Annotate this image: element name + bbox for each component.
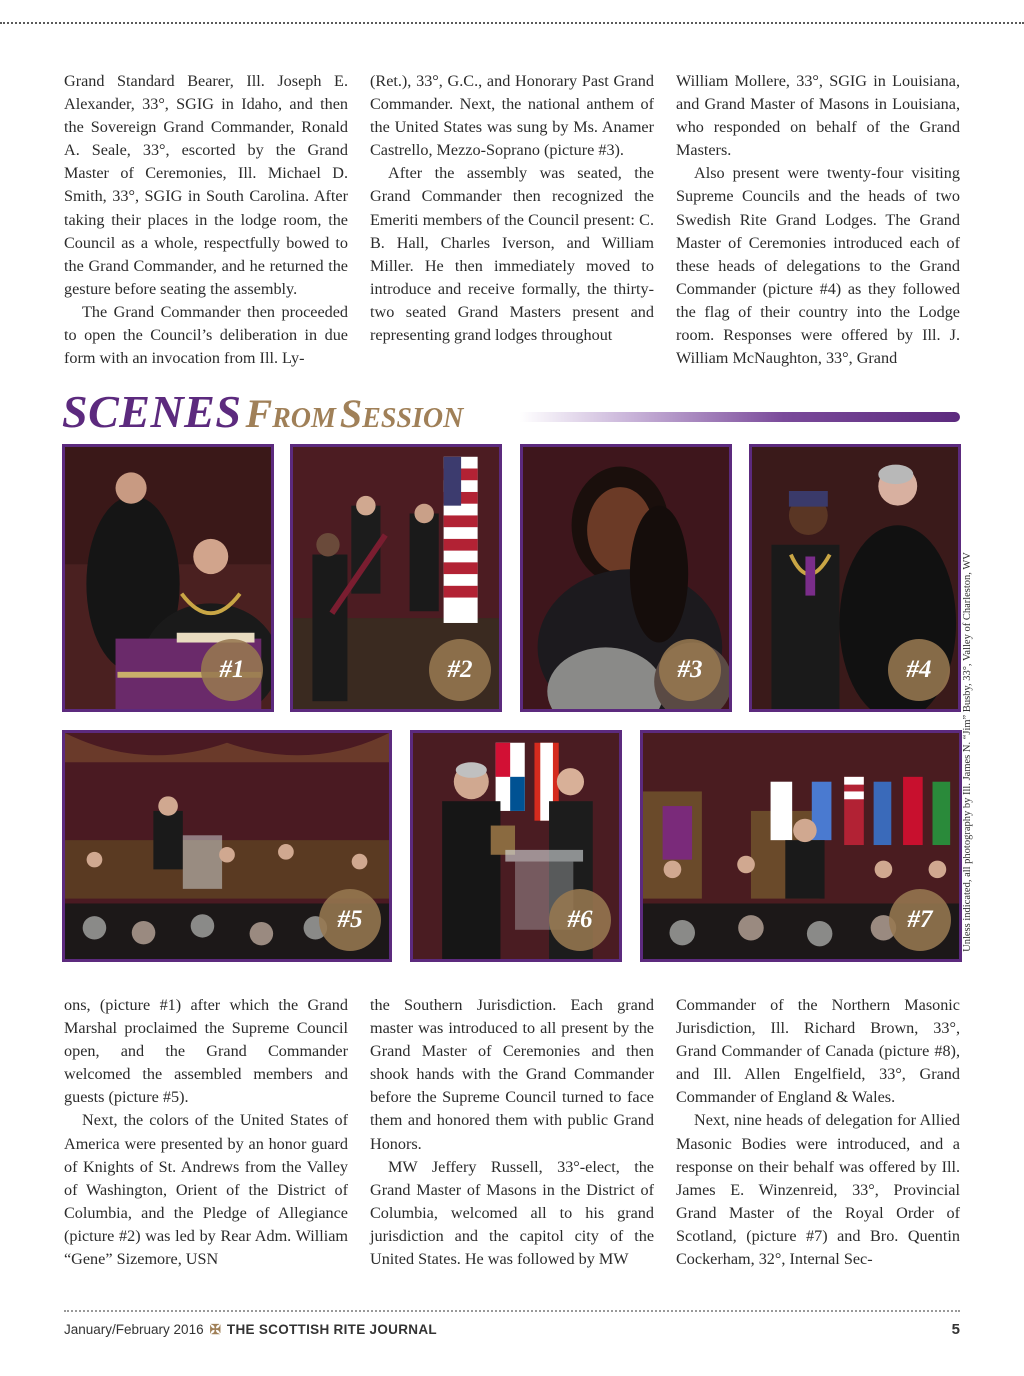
article-column-top-2 xyxy=(370,70,654,347)
paragraph: William Mollere, 33°, SGIG in Louisiana, and Grand Master of Masons in Louisiana, who responded on behalf of the Grand Masters. xyxy=(676,72,960,160)
footer-issue-line xyxy=(64,1322,437,1338)
article-column-top-3 xyxy=(676,70,960,370)
paragraph: Also present were twenty-four visiting Supreme Councils and the heads of two Swedish Rite Grand Lodges. The Grand Master of Ceremonies introduced each of these heads of delegations to the Grand Commander (picture #4) as they followed the flag of their country into the Lodge room. Responses were offered by Ill. J. William McNaughton, 33°, Grand xyxy=(676,164,960,368)
photo-5[interactable] xyxy=(62,730,392,962)
photo-1[interactable] xyxy=(62,444,274,712)
section-title xyxy=(62,384,463,440)
article-column-top-1 xyxy=(64,70,348,370)
photo-6[interactable] xyxy=(410,730,622,962)
paragraph: Commander of the Northern Masonic Jurisdiction, Ill. Richard Brown, 33°, Grand Commander of Canada (picture #8), and Ill. Allen Engelfield, 33°, Grand Commander of England & Wales. xyxy=(676,996,960,1107)
page-footer xyxy=(64,1322,960,1342)
photo-4[interactable] xyxy=(749,444,961,712)
footer-dotted-rule xyxy=(64,1310,960,1312)
paragraph: MW Jeffery Russell, 33°-elect, the Grand Master of Masons in the District of Columbia, welcomed all to his grand jurisdiction and the capitol city of the United States. He was followed by MW xyxy=(370,1157,654,1269)
title-scenes: SCENES xyxy=(62,386,242,437)
photo-4-badge: #4 xyxy=(888,639,950,701)
paragraph: Next, the colors of the United States of America were presented by an honor guard of Knights of St. Andrews from the Valley of Washington, Orient of the District of Columbia, and the Pledge of Allegiance (picture #2) was led by Rear Adm. William “Gene” Sizemore, USN xyxy=(64,1111,348,1269)
photo-3-badge: #3 xyxy=(659,639,721,701)
photo-2-badge: #2 xyxy=(429,639,491,701)
article-column-bottom-1 xyxy=(64,994,348,1271)
paragraph: (Ret.), 33°, G.C., and Honorary Past Grand Commander. Next, the national anthem of the United States was sung by Ms. Anamer Castrello, Mezzo-Soprano (picture #3). xyxy=(370,72,654,160)
issue-date: January/February 2016 xyxy=(64,1322,204,1337)
photo-6-badge: #6 xyxy=(549,889,611,951)
paragraph: The Grand Commander then proceeded to open the Council’s deliberation in due form with an invocation from Ill. Ly- xyxy=(64,302,348,368)
title-session: Session xyxy=(339,391,464,436)
top-dotted-rule xyxy=(0,22,1024,24)
photo-credit: Unless indicated, all photography by Ill. James N. “Jim” Busby, 33°, Valley of Charleston, WV xyxy=(962,552,973,952)
photo-3[interactable] xyxy=(520,444,732,712)
title-gradient-bar xyxy=(520,412,960,422)
photo-1-badge: #1 xyxy=(201,639,263,701)
paragraph: ons, (picture #1) after which the Grand Marshal proclaimed the Supreme Council open, and the Grand Commander welcomed the assembled members and guests (picture #5). xyxy=(64,996,348,1107)
page-number: 5 xyxy=(951,1321,960,1338)
paragraph: After the assembly was seated, the Grand Commander then recognized the Emeriti members of the Council present: C. B. Hall, Charles Iverson, and William Miller. He then immediately moved to introduce and receive formally, the thirty-two seated Grand Masters present and representing grand lodges throughout xyxy=(370,164,654,345)
title-from: From xyxy=(245,391,336,436)
article-column-bottom-2 xyxy=(370,994,654,1271)
journal-name: THE SCOTTISH RITE JOURNAL xyxy=(226,1322,437,1337)
paragraph: the Southern Jurisdiction. Each grand master was introduced to all present by the Grand Master of Ceremonies and then shook hands with the Grand Commander before the Supreme Council turned to face them and honored them with public Grand Honors. xyxy=(370,996,654,1153)
photo-7-badge: #7 xyxy=(889,889,951,951)
photo-5-badge: #5 xyxy=(319,889,381,951)
paragraph: Next, nine heads of delegation for Allied Masonic Bodies were introduced, and a response on their behalf was offered by Ill. James E. Winzenreid, 33°, Provincial Grand Master of the Royal Order of Scotland, (picture #7) and Bro. Quentin Cockerham, 32°, Internal Sec- xyxy=(676,1111,960,1269)
article-column-bottom-3 xyxy=(676,994,960,1271)
photo-2[interactable] xyxy=(290,444,502,712)
paragraph: Grand Standard Bearer, Ill. Joseph E. Alexander, 33°, SGIG in Idaho, and then the Sovereign Grand Commander, Ronald A. Seale, 33°, escorted by the Grand Master of Ceremonies, Ill. Michael D. Smith, 33°, SGIG in South Carolina. After taking their places in the lodge room, the Council as a whole, respectfully bowed to the Grand Commander, and he returned the gesture before seating the assembly. xyxy=(64,72,348,298)
photo-7[interactable] xyxy=(640,730,962,962)
cross-icon: ✠ xyxy=(209,1322,221,1337)
